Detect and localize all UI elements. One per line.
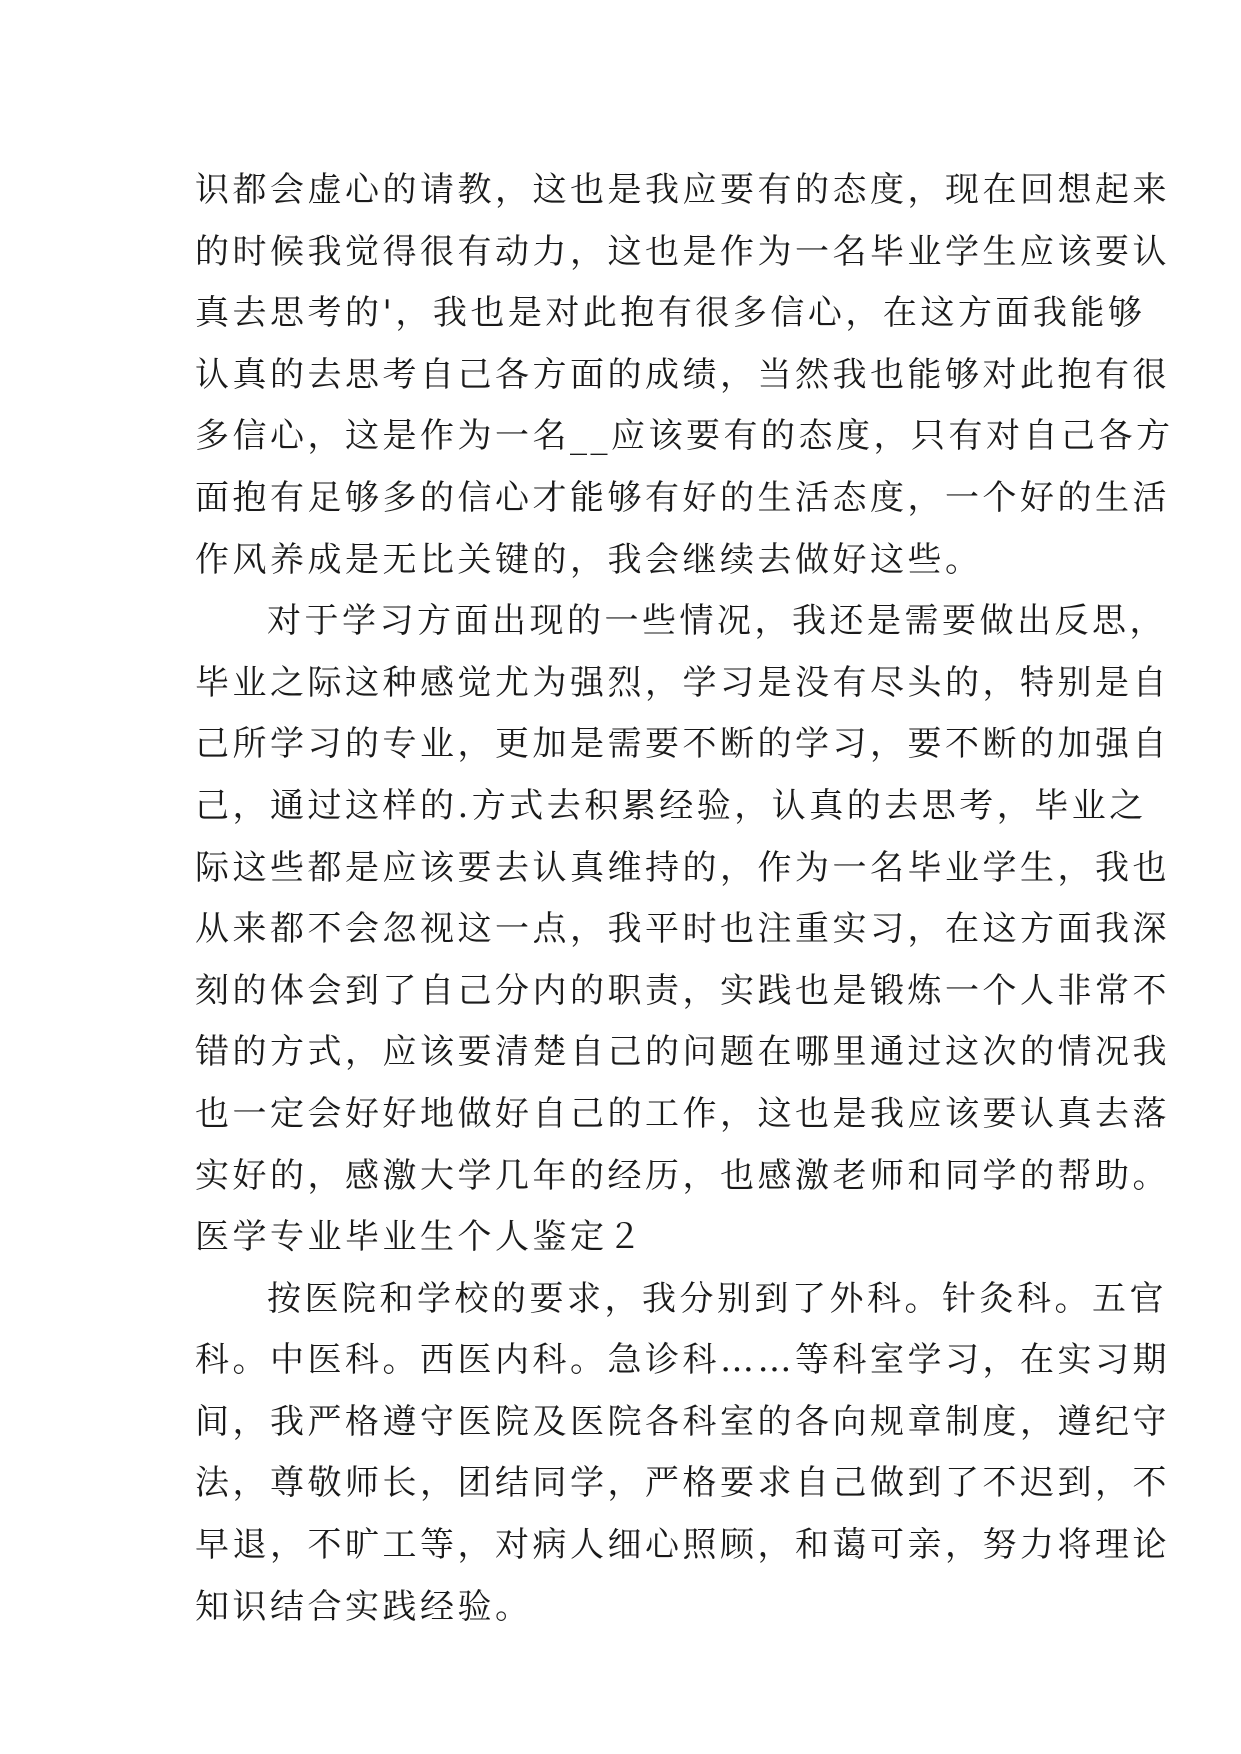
text-line: 的时候我觉得很有动力，这也是作为一名毕业学生应该要认 [195,231,1170,272]
text-line: 面抱有足够多的信心才能够有好的生活态度，一个好的生活 [195,477,1170,518]
paragraph-2 [195,591,1170,1207]
text-line: 认真的去思考自己各方面的成绩，当然我也能够对此抱有很 [195,354,1170,395]
text-line: 作风养成是无比关键的，我会继续去做好这些。 [195,539,983,580]
text-line: 识都会虚心的请教，这也是我应要有的态度，现在回想起来 [195,170,1170,210]
text-line: 错的方式，应该要清楚自己的问题在哪里通过这次的情况我 [195,1032,1170,1073]
paragraph-3 [195,1269,1170,1639]
text-line: 从来都不会忽视这一点，我平时也注重实习，在这方面我深 [195,909,1170,950]
section-heading [195,1207,1095,1269]
text-line: 知识结合实践经验。 [195,1586,533,1627]
text-line: 对于学习方面出现的一些情况，我还是需要做出反思， [267,601,1167,642]
text-line: 早退，不旷工等，对病人细心照顾，和蔼可亲，努力将理论 [195,1525,1170,1566]
text-line: 科。中医科。西医内科。急诊科……等科室学习，在实习期 [195,1340,1170,1381]
text-line: 也一定会好好地做好自己的工作，这也是我应该要认真去落 [195,1093,1170,1134]
text-line: 己，通过这样的.方式去积累经验，认真的去思考，毕业之 [195,785,1147,826]
heading-text: 医学专业毕业生个人鉴定２ [195,1217,645,1258]
text-line: 己所学习的专业，更加是需要不断的学习，要不断的加强自 [195,724,1170,765]
text-line: 多信心，这是作为一名__应该要有的态度，只有对自己各方 [195,416,1174,457]
text-line: 毕业之际这种感觉尤为强烈，学习是没有尽头的，特别是自 [195,662,1170,703]
text-line: 实好的，感激大学几年的经历，也感激老师和同学的帮助。 [195,1155,1170,1196]
text-line: 法，尊敬师长，团结同学，严格要求自己做到了不迟到，不 [195,1463,1170,1504]
document-body [195,160,1174,1638]
paragraph-1 [195,160,1174,591]
text-line: 按医院和学校的要求，我分别到了外科。针灸科。五官 [267,1278,1167,1319]
text-line: 际这些都是应该要去认真维持的，作为一名毕业学生，我也 [195,847,1170,888]
text-line: 间，我严格遵守医院及医院各科室的各向规章制度，遵纪守 [195,1401,1170,1442]
text-line: 真去思考的'，我也是对此抱有很多信心，在这方面我能够 [195,293,1146,334]
text-line: 刻的体会到了自己分内的职责，实践也是锻炼一个人非常不 [195,970,1170,1011]
